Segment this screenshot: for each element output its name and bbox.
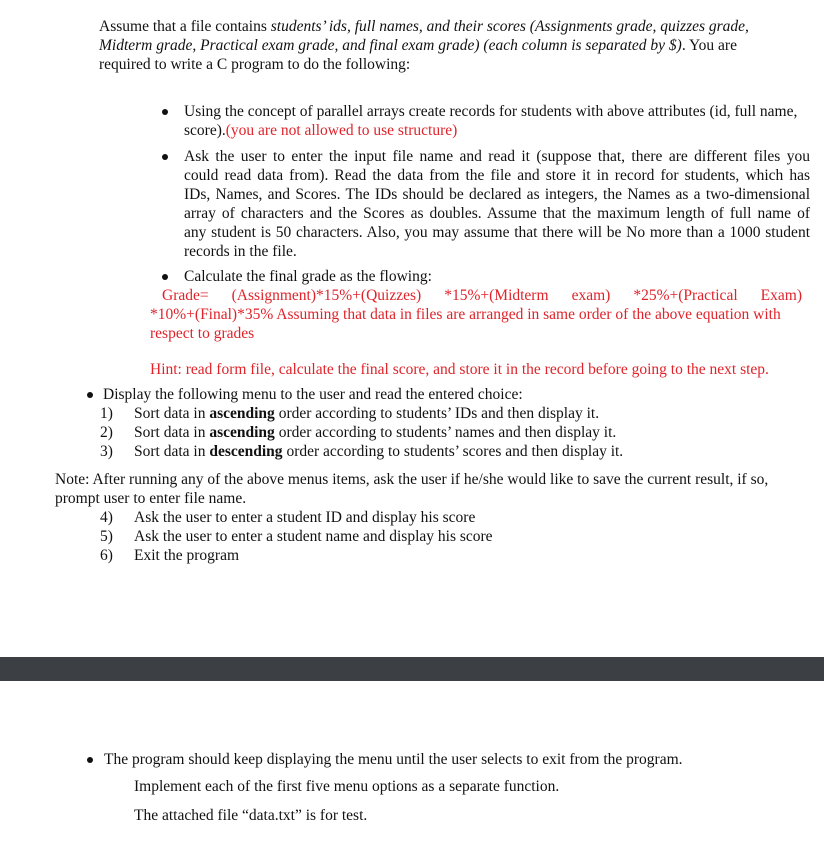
page2-line-3: The attached file “data.txt” is for test. [134, 807, 368, 824]
bullet2-line-3: IDs, Names, and Scores. The IDs should be declared as integers, the Names as a two-dimensional [184, 186, 810, 203]
menu-item-2 [134, 423, 616, 442]
menu-item-text: Sort data in [134, 424, 210, 441]
page2-line-2: Implement each of the first five menu options as a separate function. [134, 778, 560, 795]
intro-text: Assume that a file contains [99, 18, 271, 35]
bullet-dot [162, 109, 168, 115]
menu-number: 6) [100, 547, 113, 564]
page-separator [0, 657, 824, 681]
bullet-dot [87, 392, 93, 398]
bullet2-line-4: array of characters and the Scores as doubles. Assume that the maximum length of full name of [184, 205, 810, 222]
formula-line-3: respect to grades [150, 325, 255, 342]
intro-italic: Midterm grade, Practical exam grade, and final exam grade) (each column is separated by $) [99, 37, 682, 54]
note-line-2: prompt user to enter file name. [55, 490, 247, 507]
bullet-dot [87, 757, 93, 763]
menu-item-text: Sort data in [134, 443, 210, 460]
menu-item-text: Sort data in [134, 405, 210, 422]
menu-number: 2) [100, 424, 113, 441]
menu-item-text: order according to students’ scores and then display it. [282, 443, 624, 460]
intro-line-3: required to write a C program to do the following: [99, 56, 411, 73]
formula-line-1: Grade= (Assignment)*15%+(Quizzes) *15%+(Midterm exam) *25%+(Practical Exam) [162, 287, 802, 304]
intro-line-2 [99, 36, 737, 55]
bullet2-line-1: Ask the user to enter the input file name and read it (suppose that, there are different files you [184, 148, 810, 165]
menu-item-4: Ask the user to enter a student ID and display his score [134, 509, 476, 526]
menu-item-1 [134, 404, 599, 423]
bullet2-line-6: records in the file. [184, 243, 297, 260]
menu-intro: Display the following menu to the user and read the entered choice: [103, 386, 523, 403]
bullet1-text: score). [184, 122, 226, 139]
menu-item-3 [134, 442, 623, 461]
menu-item-6: Exit the program [134, 547, 240, 564]
intro-line-1 [99, 17, 749, 36]
page2-bullet-text: The program should keep displaying the menu until the user selects to exit from the program. [104, 751, 683, 768]
menu-item-text: order according to students’ IDs and then display it. [274, 405, 600, 422]
bullet3-line-1: Calculate the final grade as the flowing: [184, 268, 432, 285]
bullet-dot [162, 274, 168, 280]
menu-number: 3) [100, 443, 113, 460]
menu-item-bold: descending [209, 443, 283, 460]
menu-item-5: Ask the user to enter a student name and display his score [134, 528, 493, 545]
menu-item-bold: ascending [209, 405, 275, 422]
hint-text: Hint: read form file, calculate the final score, and store it in the record before going to the next step. [150, 361, 769, 378]
formula-line-2: *10%+(Final)*35% Assuming that data in files are arranged in same order of the above equation with [150, 306, 781, 323]
bullet2-line-5: any student is 50 characters. Also, you may assume that there will be No more than a 1000 student [184, 224, 810, 241]
document-page-2 [0, 681, 824, 866]
bullet-dot [162, 154, 168, 160]
menu-number: 4) [100, 509, 113, 526]
menu-item-bold: ascending [209, 424, 275, 441]
intro-text: . You are [681, 37, 737, 54]
bullet1-line-2 [184, 121, 457, 140]
bullet1-red-text: (you are not allowed to use structure) [225, 122, 458, 139]
bullet1-line-1: Using the concept of parallel arrays create records for students with above attributes (id, full name, [184, 103, 798, 120]
note-line-1: Note: After running any of the above menus items, ask the user if he/she would like to save the current result, if so, [55, 471, 769, 488]
menu-number: 1) [100, 405, 113, 422]
bullet2-line-2: could read data from). Read the data from the file and store it in record for students, which has [184, 167, 810, 184]
menu-number: 5) [100, 528, 113, 545]
intro-italic: students’ ids, full names, and their scores (Assignments grade, quizzes grade, [270, 18, 749, 35]
menu-item-text: order according to students’ names and then display it. [274, 424, 617, 441]
